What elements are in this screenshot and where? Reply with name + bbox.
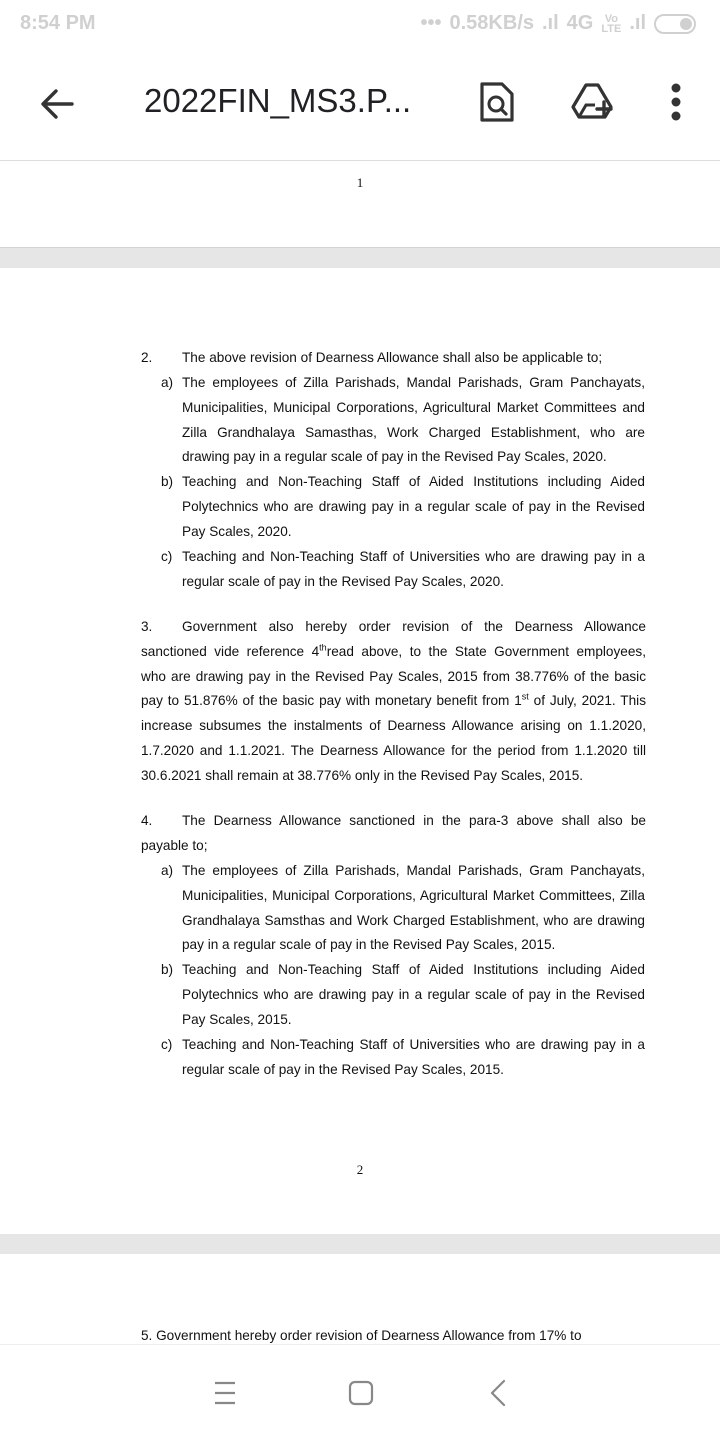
document-title: 2022FIN_MS3.P... <box>144 82 412 119</box>
network-speed: 0.58KB/s <box>449 12 534 34</box>
text-line: drawing pay in a regular scale of pay in the Revised Pay Scales, 2020. <box>182 449 607 465</box>
page-number: 1 <box>356 175 364 190</box>
text-line <box>141 689 646 714</box>
text-line: Teaching and Non-Teaching Staff of Universities who are drawing pay in a <box>182 1037 645 1052</box>
list-item <box>161 958 645 1032</box>
para-number: 3. <box>141 619 153 634</box>
text-line: Grandhalaya Samsthas and Work Charged Establishment, who are drawing <box>182 912 645 928</box>
item-label: b) <box>161 962 174 977</box>
text-line: Pay Scales, 2020. <box>182 523 292 539</box>
para-text: The above revision of Dearness Allowance shall also be applicable to; <box>182 350 603 365</box>
text-line: Teaching and Non-Teaching Staff of Universities who are drawing pay in a <box>182 549 645 564</box>
dots-icon: ••• <box>420 12 442 34</box>
status-bar <box>0 0 720 48</box>
item-label: a) <box>161 863 174 878</box>
item-label: c) <box>161 1037 173 1052</box>
text-span: Government also hereby order revision of the Dearness Allowance <box>182 619 646 634</box>
list-item <box>161 859 645 958</box>
text-span: sanctioned vide reference 4 <box>141 643 320 659</box>
system-nav-bar <box>0 1344 720 1441</box>
para-3 <box>141 615 646 789</box>
status-time: 8:54 PM <box>20 12 96 34</box>
para-number: 2. <box>141 350 153 365</box>
back-arrow-icon[interactable] <box>36 82 80 126</box>
text-line: Teaching and Non-Teaching Staff of Aided Institutions including Aided <box>182 474 645 489</box>
text-span: read above, to the State Government employees, <box>326 643 646 659</box>
text-span: The Dearness Allowance sanctioned in the para-3 above shall also be <box>182 813 646 828</box>
text-line: 1.7.2020 and 1.1.2021. The Dearness Allowance for the period from 1.1.2020 till <box>141 742 646 758</box>
text-line: pay in a regular scale of pay in the Revised Pay Scales, 2015. <box>182 937 556 953</box>
search-document-icon[interactable] <box>472 78 520 126</box>
list-item <box>161 470 645 544</box>
back-icon[interactable] <box>478 1373 518 1413</box>
page-number: 2 <box>356 1162 364 1177</box>
list-item <box>161 545 645 595</box>
text-line: The employees of Zilla Parishads, Mandal Parishads, Gram Panchayats, <box>182 863 645 878</box>
item-label: b) <box>161 474 174 489</box>
partial-text-line: 5. Government hereby order revision of Dearness Allowance from 17% to <box>141 1328 582 1343</box>
text-line <box>141 809 646 834</box>
text-line: payable to; <box>141 837 208 853</box>
signal-icon: .ıl <box>542 12 559 34</box>
text-line: increase subsumes the instalments of Dearness Allowance arising on 1.1.2020, <box>141 718 646 734</box>
status-indicators <box>420 12 696 35</box>
app-bar <box>0 48 720 161</box>
superscript: st <box>521 691 529 702</box>
list-item <box>161 371 645 470</box>
list-item <box>161 1033 645 1083</box>
text-line: Pay Scales, 2015. <box>182 1011 292 1027</box>
volte-label: Vo <box>604 12 618 25</box>
text-span: pay to 51.876% of the basic pay with monetary benefit from 1 <box>141 693 522 709</box>
volte-badge <box>601 14 621 34</box>
superscript: th <box>319 642 327 653</box>
pdf-page-3 <box>0 1254 720 1344</box>
text-line: 30.6.2021 shall remain at 38.776% only in the Revised Pay Scales, 2015. <box>141 767 584 783</box>
text-line: regular scale of pay in the Revised Pay Scales, 2015. <box>182 1061 504 1077</box>
pdf-page-1 <box>0 161 720 248</box>
text-line: regular scale of pay in the Revised Pay Scales, 2020. <box>182 573 504 589</box>
para-number: 4. <box>141 813 153 828</box>
para-4 <box>141 809 646 859</box>
text-line <box>141 615 646 640</box>
pdf-viewer[interactable] <box>0 161 720 1344</box>
text-line: Zilla Grandhalaya Samasthas, Work Charged Establishment, who are <box>182 424 645 440</box>
text-line: Polytechnics who are drawing pay in a regular scale of pay in the Revised <box>182 498 645 514</box>
text-line: Teaching and Non-Teaching Staff of Aided Institutions including Aided <box>182 962 645 977</box>
network-type: 4G <box>566 12 594 34</box>
text-line: who are drawing pay in the Revised Pay Scales, 2015 from 38.776% of the basic <box>141 668 646 684</box>
text-line: Municipalities, Municipal Corporations, Agricultural Market Committees, Zilla <box>182 887 645 903</box>
battery-icon <box>654 14 696 34</box>
text-line: The employees of Zilla Parishads, Mandal Parishads, Gram Panchayats, <box>182 375 645 390</box>
item-label: a) <box>161 375 174 390</box>
item-label: c) <box>161 549 173 564</box>
home-icon[interactable] <box>341 1373 381 1413</box>
recent-apps-icon[interactable] <box>205 1373 245 1413</box>
text-line <box>141 640 646 665</box>
text-span: of July, 2021. This <box>528 693 646 709</box>
lte-label: LTE <box>601 22 622 35</box>
more-options-icon[interactable] <box>654 78 698 126</box>
text-line: Municipalities, Municipal Corporations, Agricultural Market Committees and <box>182 399 645 415</box>
text-line: Polytechnics who are drawing pay in a regular scale of pay in the Revised <box>182 986 645 1002</box>
para-2-intro <box>141 346 646 371</box>
pdf-page-2 <box>0 268 720 1234</box>
add-to-drive-icon[interactable] <box>568 78 616 126</box>
signal-icon-2: .ıl <box>629 12 646 34</box>
